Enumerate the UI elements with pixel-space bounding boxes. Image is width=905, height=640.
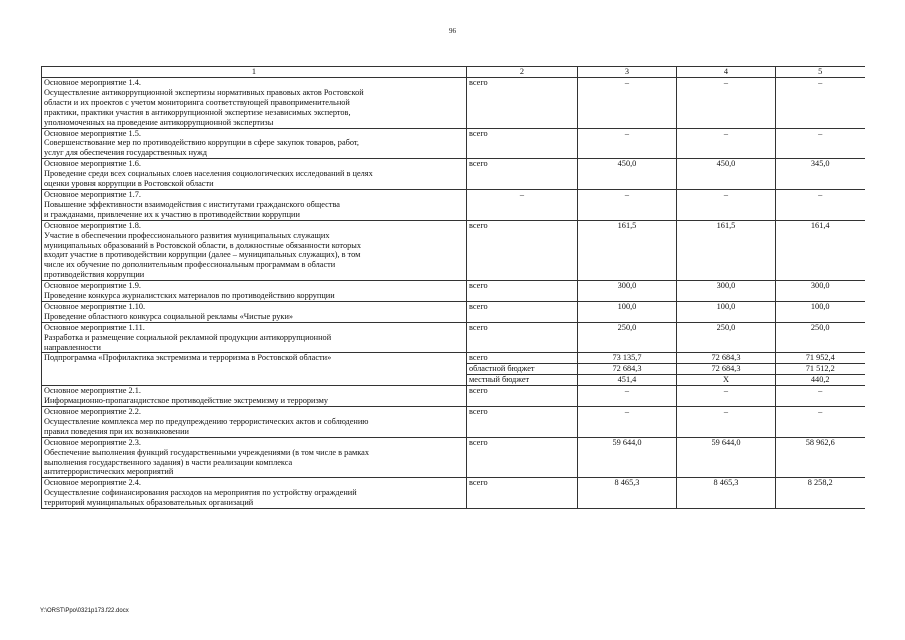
value-col-3: 73 135,7 — [578, 353, 677, 364]
activity-description — [42, 301, 467, 322]
header-col-1: 1 — [42, 67, 467, 78]
activity-description — [42, 78, 467, 129]
value-col-5: 250,0 — [776, 322, 865, 353]
description-line: числе их обучение по дополнительным профессиональным программам в области — [44, 260, 336, 270]
description-line: Основное мероприятие 1.6. — [44, 159, 141, 169]
table-row — [42, 189, 865, 220]
value-col-4: 250,0 — [677, 322, 776, 353]
value-col-4: Х — [677, 375, 776, 386]
table-row — [42, 301, 865, 322]
description-line: Информационно-пропагандистское противодействие экстремизму и терроризму — [44, 396, 329, 406]
value-col-4: – — [677, 78, 776, 129]
value-col-4: 59 644,0 — [677, 437, 776, 478]
value-col-3: – — [578, 78, 677, 129]
funding-source: всего — [467, 301, 578, 322]
description-line: Основное мероприятие 1.4. — [44, 78, 141, 87]
value-col-5: – — [776, 386, 865, 407]
table-row — [42, 322, 865, 353]
value-col-5: 8 258,2 — [776, 478, 865, 509]
description-line: услуг для обеспечения государственных нужд — [44, 148, 207, 158]
value-col-4: 72 684,3 — [677, 364, 776, 375]
value-col-5: 440,2 — [776, 375, 865, 386]
funding-source: всего — [467, 322, 578, 353]
description-line: Основное мероприятие 1.10. — [44, 301, 146, 311]
activity-description — [42, 281, 467, 302]
value-col-5: 71 952,4 — [776, 353, 865, 364]
activity-description — [42, 437, 467, 478]
value-col-4: 72 684,3 — [677, 353, 776, 364]
value-col-4: – — [677, 128, 776, 159]
description-line: Основное мероприятие 2.2. — [44, 407, 141, 416]
table-row — [42, 386, 865, 407]
header-col-2: 2 — [467, 67, 578, 78]
funding-source: всего — [467, 281, 578, 302]
value-col-3: 161,5 — [578, 220, 677, 280]
description-line: Основное мероприятие 1.9. — [44, 281, 141, 291]
activity-description — [42, 322, 467, 353]
description-line: Повышение эффективности взаимодействия с институтами гражданского общества — [44, 199, 340, 209]
funding-source: всего — [467, 128, 578, 159]
funding-source: всего — [467, 386, 578, 407]
value-col-3: 451,4 — [578, 375, 677, 386]
description-line: Осуществление софинансирования расходов на мероприятия по устройству ограждений — [44, 488, 357, 498]
description-line: Проведение среди всех социальных слоев населения социологических исследований в целях — [44, 169, 373, 179]
description-line: муниципальных образований в Ростовской области, в должностные обязанности которых — [44, 240, 361, 250]
value-col-4: – — [677, 189, 776, 220]
value-col-5: – — [776, 78, 865, 129]
description-line: Основное мероприятие 2.1. — [44, 386, 141, 396]
value-col-3: 72 684,3 — [578, 364, 677, 375]
value-col-3: – — [578, 407, 677, 438]
description-line: Основное мероприятие 1.7. — [44, 189, 141, 199]
value-col-4: – — [677, 386, 776, 407]
description-line: Основное мероприятие 2.4. — [44, 478, 141, 488]
activity-description — [42, 159, 467, 190]
value-col-4: 161,5 — [677, 220, 776, 280]
value-col-4: 450,0 — [677, 159, 776, 190]
page-number: 96 — [449, 27, 456, 35]
value-col-4: 100,0 — [677, 301, 776, 322]
table-row — [42, 281, 865, 302]
description-line: выполнения государственного задания) в части реализации комплекса — [44, 457, 293, 467]
header-col-5: 5 — [776, 67, 865, 78]
table-row — [42, 478, 865, 509]
description-line: Осуществление комплекса мер по предупреждению террористических актов и соблюдению — [44, 416, 369, 426]
table-body — [42, 67, 865, 509]
subprogram-row — [42, 353, 865, 364]
value-col-5: 100,0 — [776, 301, 865, 322]
table-row — [42, 437, 865, 478]
description-line: территорий муниципальных образовательных организаций — [44, 498, 254, 508]
description-line: правил поведения при их возникновении — [44, 426, 189, 436]
funding-source: местный бюджет — [467, 375, 578, 386]
funding-source: всего — [467, 220, 578, 280]
value-col-3: 59 644,0 — [578, 437, 677, 478]
description-line: Обеспечение выполнения функций государственными учреждениями (в том числе в рамках — [44, 447, 369, 457]
activity-description — [42, 220, 467, 280]
value-col-3: 250,0 — [578, 322, 677, 353]
activity-description — [42, 386, 467, 407]
description-line: оценки уровня коррупции в Ростовской области — [44, 179, 214, 189]
table-row — [42, 128, 865, 159]
value-col-4: 8 465,3 — [677, 478, 776, 509]
value-col-5: 300,0 — [776, 281, 865, 302]
header-col-3: 3 — [578, 67, 677, 78]
description-line: входит участие в противодействии коррупции (далее – муниципальных служащих), в том — [44, 250, 361, 260]
value-col-3: – — [578, 189, 677, 220]
subprogram-title: Подпрограмма «Профилактика экстремизма и терроризма в Ростовской области» — [42, 353, 467, 386]
description-line: практики, практики участия в антикоррупционной экспертизе независимых экспертов, — [44, 107, 351, 117]
description-line: Осуществление антикоррупционной экспертизы нормативных правовых актов Ростовской — [44, 87, 364, 97]
header-col-4: 4 — [677, 67, 776, 78]
description-line: уполномоченных на проведение антикоррупционной экспертизы — [44, 117, 274, 127]
value-col-4: 300,0 — [677, 281, 776, 302]
table-row — [42, 159, 865, 190]
budget-table — [41, 66, 865, 509]
funding-source: – — [467, 189, 578, 220]
description-line: антитеррористических мероприятий — [44, 467, 174, 477]
funding-source: всего — [467, 159, 578, 190]
value-col-4: – — [677, 407, 776, 438]
value-col-3: 450,0 — [578, 159, 677, 190]
value-col-5: – — [776, 189, 865, 220]
table-row — [42, 78, 865, 129]
description-line: области и их проектов с учетом мониторинга соответствующей правоприменительной — [44, 97, 350, 107]
value-col-5: 71 512,2 — [776, 364, 865, 375]
value-col-5: – — [776, 128, 865, 159]
description-line: направленности — [44, 342, 101, 352]
description-line: Основное мероприятие 2.3. — [44, 437, 141, 447]
activity-description — [42, 407, 467, 438]
value-col-3: 100,0 — [578, 301, 677, 322]
activity-description — [42, 128, 467, 159]
table-row — [42, 407, 865, 438]
value-col-5: 58 962,6 — [776, 437, 865, 478]
funding-source: всего — [467, 407, 578, 438]
table-row — [42, 220, 865, 280]
description-line: Проведение конкурса журналистских материалов по противодействию коррупции — [44, 291, 335, 301]
description-line: Разработка и размещение социальной рекламной продукции антикоррупционной — [44, 332, 332, 342]
activity-description — [42, 189, 467, 220]
description-line: противодействия коррупции — [44, 270, 145, 280]
description-line: Основное мероприятие 1.11. — [44, 322, 145, 332]
funding-source: областной бюджет — [467, 364, 578, 375]
funding-source: всего — [467, 478, 578, 509]
header-row — [42, 67, 865, 78]
file-path-footer: Y:\ORST\Ppo\0321p173.f22.docx — [40, 608, 129, 614]
description-line: Проведение областного конкурса социальной рекламы «Чистые руки» — [44, 311, 294, 321]
description-line: Участие в обеспечении профессионального развития муниципальных служащих — [44, 230, 330, 240]
description-line: Основное мероприятие 1.8. — [44, 220, 141, 230]
value-col-3: – — [578, 386, 677, 407]
description-line: Основное мероприятие 1.5. — [44, 128, 141, 138]
funding-source: всего — [467, 353, 578, 364]
value-col-3: – — [578, 128, 677, 159]
value-col-5: 161,4 — [776, 220, 865, 280]
value-col-5: – — [776, 407, 865, 438]
value-col-3: 300,0 — [578, 281, 677, 302]
funding-source: всего — [467, 78, 578, 129]
value-col-5: 345,0 — [776, 159, 865, 190]
activity-description — [42, 478, 467, 509]
value-col-3: 8 465,3 — [578, 478, 677, 509]
description-line: и гражданами, привлечение их к участию в противодействии коррупции — [44, 209, 300, 219]
description-line: Совершенствование мер по противодействию коррупции в сфере закупок товаров, работ, — [44, 138, 359, 148]
funding-source: всего — [467, 437, 578, 478]
